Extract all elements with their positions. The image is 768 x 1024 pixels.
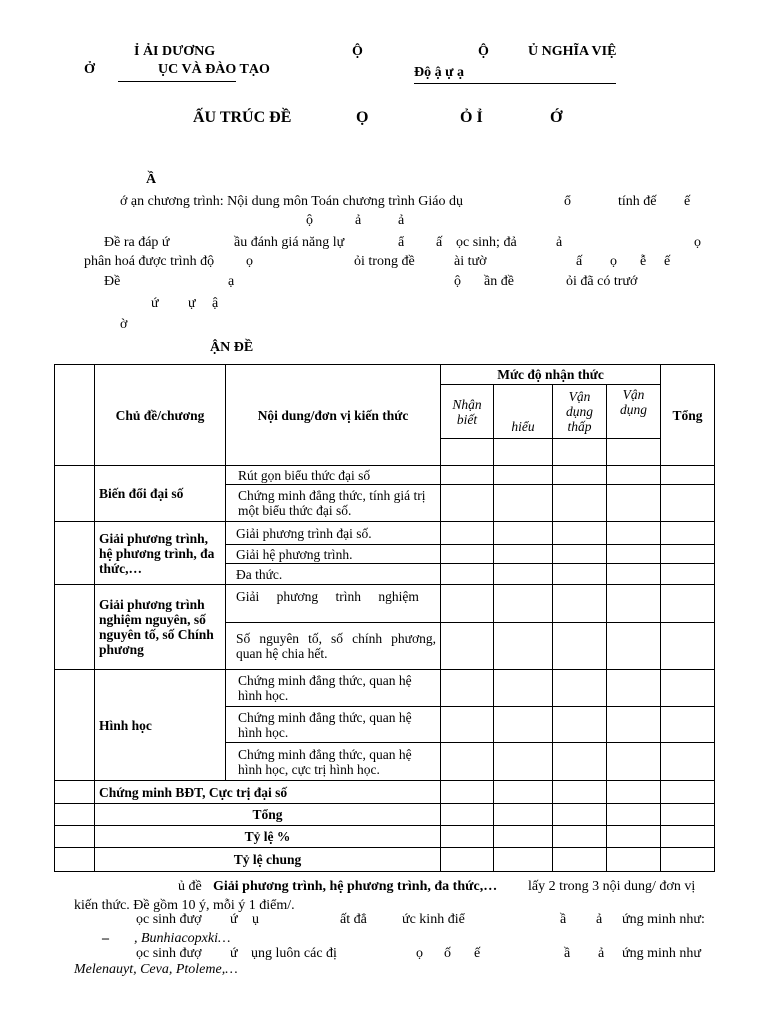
table-row bbox=[55, 781, 715, 804]
table-footer-row bbox=[55, 848, 715, 872]
intro-l5-a: Đề bbox=[104, 274, 121, 289]
content-8: Chứng minh đẳng thức, quan hệ hình học. bbox=[226, 670, 441, 707]
header-right-line1-c: Ủ NGHĨA VIỆ bbox=[528, 44, 617, 59]
intro-l6-c: ậ bbox=[212, 296, 219, 311]
intro-l3-a: Đề ra đáp ứ bbox=[104, 235, 170, 250]
intro-l6-a: ứ bbox=[151, 296, 159, 311]
note5-f: ế bbox=[474, 946, 481, 961]
note3-g: ả bbox=[596, 912, 603, 927]
intro-l5-e: ỏi đã có trướ bbox=[566, 274, 638, 289]
intro-l3-c: ẩ bbox=[398, 235, 405, 250]
table-footer-row bbox=[55, 826, 715, 848]
header-level-4: Vận dụng bbox=[607, 385, 661, 439]
header-level-3: Vận dụng thấp bbox=[553, 385, 607, 439]
intro-l3-d: ấ bbox=[436, 235, 443, 250]
note5-i: ứng minh như bbox=[622, 946, 701, 961]
note2: kiến thức. Đề gồm 10 ý, mỗi ý 1 điểm/. bbox=[74, 898, 295, 913]
intro-l5-d: ần đề bbox=[484, 274, 514, 289]
header-content: Nội dung/đơn vị kiến thức bbox=[226, 365, 441, 466]
content-5: Đa thức. bbox=[226, 564, 441, 585]
intro-l2-a: ộ bbox=[306, 213, 313, 228]
header-right-line2: Độ ậ ự ạ bbox=[414, 65, 465, 80]
intro-l7-a: ờ bbox=[120, 317, 128, 332]
footer-overall: Tỷ lệ chung bbox=[95, 848, 441, 872]
title-c: Ỏ Ỉ bbox=[460, 109, 483, 126]
note3-d: ất đẳ bbox=[340, 912, 367, 927]
header-level-1: Nhận biết bbox=[441, 385, 494, 439]
note4-a: – bbox=[102, 931, 109, 946]
table-row bbox=[55, 522, 715, 545]
topic-3: Giải phương trình nghiệm nguyên, số nguyên tố, số Chính phương bbox=[95, 585, 226, 670]
table-footer-row bbox=[55, 804, 715, 826]
note5-b: ứ bbox=[230, 946, 238, 961]
intro-l4-h: ế bbox=[664, 254, 671, 269]
intro-l3-e: ọc sinh; đả bbox=[456, 235, 517, 250]
note3-h: ứng minh như: bbox=[622, 912, 705, 927]
header-left-line1: Ỉ ẢI DƯƠNG bbox=[134, 44, 216, 59]
table-header-row bbox=[55, 365, 715, 385]
note1-c: lấy 2 trong 3 nội dung/ đơn vị bbox=[528, 879, 696, 894]
note3-a: ọc sinh đượ bbox=[136, 912, 202, 927]
note5-a: ọc sinh đượ bbox=[136, 946, 202, 961]
intro-l5-c: ộ bbox=[454, 274, 461, 289]
note5-e: ố bbox=[444, 946, 451, 961]
title-a: ẤU TRÚC ĐỀ bbox=[193, 109, 292, 126]
footer-ratio: Tỷ lệ % bbox=[95, 826, 441, 848]
table-row bbox=[55, 466, 715, 485]
content-2: Chứng minh đẳng thức, tính giá trị một biểu thức đại số. bbox=[226, 485, 441, 522]
header-left-underline bbox=[118, 81, 236, 82]
title-b: Ọ bbox=[356, 109, 369, 126]
content-10: Chứng minh đẳng thức, quan hệ hình học, cực trị hình học. bbox=[226, 743, 441, 781]
content-7: Số nguyên tố, số chính phương, quan hệ chia hết. bbox=[226, 623, 441, 670]
intro-l4-f: ọ bbox=[610, 254, 617, 269]
note4-b: , Bunhiacopxki… bbox=[134, 931, 231, 946]
content-3: Giải phương trình đại số. bbox=[226, 522, 441, 545]
intro-l1-d: ế bbox=[684, 194, 691, 209]
intro-l4-b: ọ bbox=[246, 254, 253, 269]
intro-l3-g: ọ bbox=[694, 235, 701, 250]
note6: Melenauyt, Ceva, Ptoleme,… bbox=[74, 962, 238, 977]
table-row bbox=[55, 670, 715, 707]
matrix-table bbox=[54, 364, 715, 872]
header-total: Tổng bbox=[661, 365, 715, 466]
intro-l4-c: ỏi trong đề bbox=[354, 254, 415, 269]
note5-g: ầ bbox=[564, 946, 571, 961]
topic-4: Hình học bbox=[95, 670, 226, 781]
table-row bbox=[55, 585, 715, 623]
note3-e: ức kinh điể bbox=[402, 912, 465, 927]
intro-l1-c: tính đế bbox=[618, 194, 657, 209]
header-right-line1-a: Ộ bbox=[352, 44, 363, 59]
intro-l4-a: phân hoá được trình độ bbox=[84, 254, 215, 269]
note3-c: ụ bbox=[252, 912, 259, 927]
section-a-heading: Ầ bbox=[146, 172, 157, 187]
header-index-cell bbox=[55, 365, 95, 466]
header-left-line2-b: ỤC VÀ ĐÀO TẠO bbox=[158, 62, 270, 77]
topic-5: Chứng minh BĐT, Cực trị đại số bbox=[95, 781, 441, 804]
header-right-line1-b: Ộ bbox=[478, 44, 489, 59]
intro-l3-f: ả bbox=[556, 235, 563, 250]
header-right-underline bbox=[414, 83, 616, 84]
content-9: Chứng minh đẳng thức, quan hệ hình học. bbox=[226, 707, 441, 743]
intro-l6-b: ự bbox=[188, 296, 196, 311]
note1-b: Giải phương trình, hệ phương trình, đa thức,… bbox=[213, 879, 498, 894]
header-level-2: hiểu bbox=[494, 385, 553, 439]
intro-l1-b: ổ bbox=[564, 194, 571, 209]
footer-total: Tổng bbox=[95, 804, 441, 826]
note5-d: ọ bbox=[416, 946, 423, 961]
intro-l4-d: ài tườ bbox=[454, 254, 487, 269]
content-1: Rút gọn biểu thức đại số bbox=[226, 466, 441, 485]
note3-b: ứ bbox=[230, 912, 238, 927]
title-d: Ớ bbox=[550, 109, 563, 126]
intro-l5-b: ạ bbox=[228, 274, 235, 289]
note5-c: ụng luôn các đị bbox=[251, 946, 337, 961]
header-topic: Chủ đề/chương bbox=[95, 365, 226, 466]
section-b-heading: ẬN ĐỀ bbox=[210, 340, 254, 355]
note1-a: ủ đề bbox=[178, 879, 202, 894]
intro-l3-b: ầu đánh giá năng lự bbox=[234, 235, 345, 250]
content-6: Giải phương trình nghiệm bbox=[226, 585, 441, 623]
topic-2: Giải phương trình, hệ phương trình, đa thức,… bbox=[95, 522, 226, 585]
note5-h: ả bbox=[598, 946, 605, 961]
content-4: Giải hệ phương trình. bbox=[226, 545, 441, 564]
intro-l4-g: ễ bbox=[640, 254, 647, 269]
header-left-line2-a: Ở bbox=[84, 62, 95, 77]
intro-l2-b: ả bbox=[355, 213, 362, 228]
note3-f: ầ bbox=[560, 912, 567, 927]
intro-l1-a: ớ ạn chương trình: Nội dung môn Toán chương trình Giáo dụ bbox=[120, 194, 463, 209]
topic-1: Biến đổi đại số bbox=[95, 466, 226, 522]
header-level-group: Mức độ nhận thức bbox=[441, 365, 661, 385]
intro-l2-c: ả bbox=[398, 213, 405, 228]
intro-l4-e: ấ bbox=[576, 254, 583, 269]
